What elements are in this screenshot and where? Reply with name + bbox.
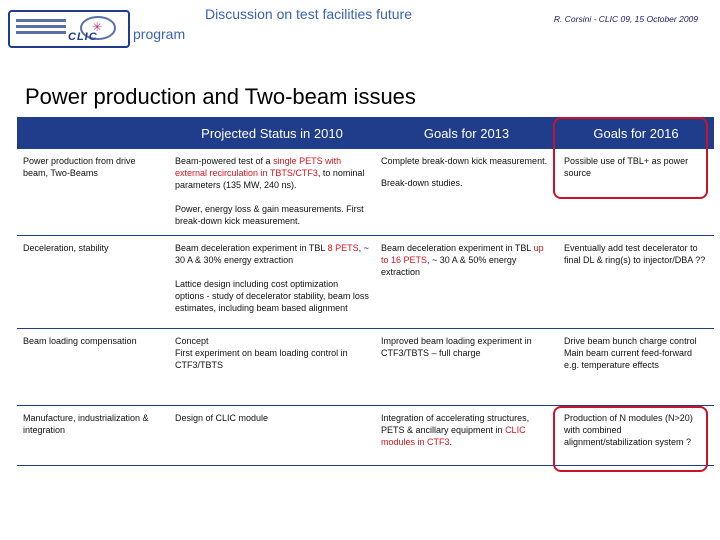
column-header-topic bbox=[17, 117, 169, 149]
row-head: Deceleration, stability bbox=[17, 235, 169, 328]
row-head: Beam loading compensation bbox=[17, 328, 169, 405]
highlight-box-goals-2016 bbox=[553, 117, 708, 199]
header-author: R. Corsini - CLIC 09, 15 October 2009 bbox=[553, 14, 698, 24]
column-header-2016: Goals for 2016 bbox=[558, 117, 714, 149]
cell-text: Beam deceleration experiment in TBL bbox=[175, 242, 328, 253]
row-head: Power production from drive beam, Two-Beams bbox=[17, 149, 169, 235]
cell-text: , ~ 30 A & 50% energy extraction bbox=[381, 254, 517, 277]
cell-highlight: up to 16 PETS bbox=[381, 242, 544, 265]
slide-title: Power production and Two-beam issues bbox=[25, 84, 416, 109]
cell-text: Integration of accelerating structures, PETS & ancillary equipment in bbox=[381, 412, 530, 435]
clic-logo: ✳ CLIC bbox=[8, 10, 130, 48]
cell-text: . bbox=[449, 436, 453, 447]
table-row bbox=[17, 328, 714, 405]
cell-2016: Possible use of TBL+ as power source bbox=[558, 149, 714, 235]
header-title-continued: program bbox=[133, 26, 186, 42]
cell-highlight: single PETS with external recirculation in TBTS/CTF3 bbox=[175, 156, 342, 178]
cell-2013 bbox=[375, 149, 558, 235]
column-header-2010: Projected Status in 2010 bbox=[169, 117, 375, 149]
cell-2016: Eventually add test decelerator to final DL & ring(s) to injector/DBA ?? bbox=[558, 235, 714, 328]
logo-text: CLIC bbox=[68, 31, 98, 43]
cell-note: Power, energy loss & gain measurements. First break-down kick measurement. bbox=[175, 204, 364, 226]
cell-2010 bbox=[169, 235, 375, 328]
cell-2010 bbox=[169, 149, 375, 235]
cell-2013: Improved beam loading experiment in CTF3/TBTS – full charge bbox=[375, 328, 558, 405]
row-head: Manufacture, industrialization & integration bbox=[17, 405, 169, 465]
table-row bbox=[17, 235, 714, 328]
cell-text: , ~ 30 A & 30% energy extraction bbox=[175, 242, 369, 265]
cell-highlight: CLIC modules in CTF3 bbox=[381, 424, 526, 447]
cell-2010: Design of CLIC module bbox=[169, 405, 375, 465]
header-title: Discussion on test facilities future bbox=[205, 6, 412, 22]
cell-2010: Concept First experiment on beam loading control in CTF3/TBTS bbox=[169, 328, 375, 405]
cell-text: Beam deceleration experiment in TBL bbox=[381, 242, 534, 253]
cell-text: Beam-powered test of a bbox=[175, 156, 274, 166]
cell-2013 bbox=[375, 405, 558, 465]
cell-note: Break-down studies. bbox=[381, 178, 463, 188]
cell-text: , to nominal parameters (135 MW, 240 ns). bbox=[175, 168, 365, 190]
cell-highlight: 8 PETS bbox=[327, 242, 359, 253]
cell-text: Complete break-down kick measurement. bbox=[381, 156, 548, 166]
cell-2013 bbox=[375, 235, 558, 328]
cell-2016: Drive beam bunch charge control Main beam current feed-forward e.g. temperature effects bbox=[558, 328, 714, 405]
highlight-box-production bbox=[553, 406, 708, 472]
column-header-2013: Goals for 2013 bbox=[375, 117, 558, 149]
cell-2016: Production of N modules (N>20) with combined alignment/stabilization system ? bbox=[558, 405, 714, 465]
cell-note: Lattice design including cost optimization options - study of decelerator stability, beam loss estimates, including beam based alignment bbox=[175, 278, 369, 313]
